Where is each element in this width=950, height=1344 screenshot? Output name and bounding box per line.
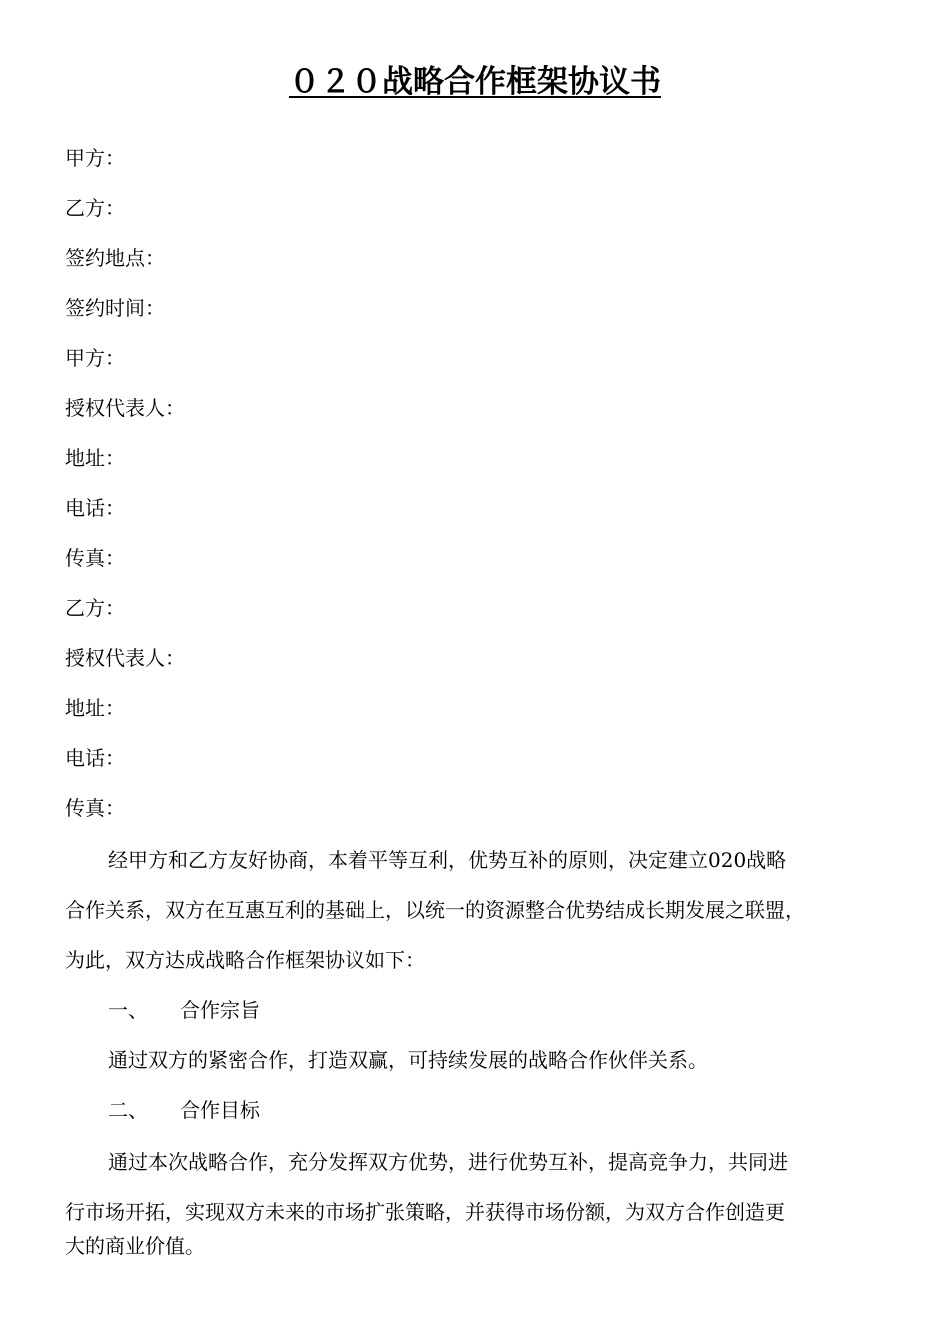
- intro-paragraph-cont: [65, 896, 885, 924]
- section-line: 大的商业价值。: [65, 1234, 205, 1258]
- field-party-a-fax: 传真：: [65, 546, 125, 570]
- field-party-b-phone: 电话：: [65, 746, 125, 770]
- field-party-a-detail: 甲方：: [65, 346, 125, 370]
- field-party-a-phone: 电话：: [65, 496, 125, 520]
- section-number: 二、: [108, 1098, 148, 1122]
- field-signing-place: 签约地点：: [65, 246, 165, 270]
- intro-paragraph-end: [65, 946, 885, 974]
- section-heading-purpose: [108, 996, 260, 1024]
- section-line: 通过双方的紧密合作，打造双赢，可持续发展的战略合作伙伴关系。: [108, 1048, 708, 1072]
- section-body-purpose: [65, 1046, 885, 1074]
- field-signing-time: 签约时间：: [65, 296, 165, 320]
- intro-line: 为此，双方达成战略合作框架协议如下：: [65, 948, 425, 972]
- intro-line: 合作关系，双方在互惠互利的基础上，以统一的资源整合优势结成长期发展之联盟，: [65, 898, 805, 922]
- title-text: ０２０战略合作框架协议书: [289, 64, 661, 100]
- section-title: 合作目标: [180, 1098, 260, 1122]
- field-party-a-representative: 授权代表人：: [65, 396, 185, 420]
- field-party-a: 甲方：: [65, 146, 125, 170]
- intro-line: 经甲方和乙方友好协商，本着平等互利，优势互补的原则，决定建立020战略: [108, 848, 787, 872]
- section-line: 通过本次战略合作，充分发挥双方优势，进行优势互补，提高竞争力，共同进: [108, 1150, 788, 1174]
- section-title: 合作宗旨: [180, 998, 260, 1022]
- field-party-b-address: 地址：: [65, 696, 125, 720]
- intro-paragraph: [65, 846, 885, 874]
- field-party-b-fax: 传真：: [65, 796, 125, 820]
- section-line: 行市场开拓，实现双方未来的市场扩张策略，并获得市场份额，为双方合作创造更: [65, 1200, 785, 1224]
- section-number: 一、: [108, 998, 148, 1022]
- field-party-b-representative: 授权代表人：: [65, 646, 185, 670]
- document-title: [0, 58, 950, 106]
- field-party-b: 乙方：: [65, 196, 125, 220]
- section-body-goal-cont: [65, 1198, 885, 1226]
- section-body-goal: [65, 1148, 885, 1176]
- section-heading-goal: [108, 1096, 260, 1124]
- section-body-goal-end: [65, 1232, 885, 1260]
- field-party-b-detail: 乙方：: [65, 596, 125, 620]
- field-party-a-address: 地址：: [65, 446, 125, 470]
